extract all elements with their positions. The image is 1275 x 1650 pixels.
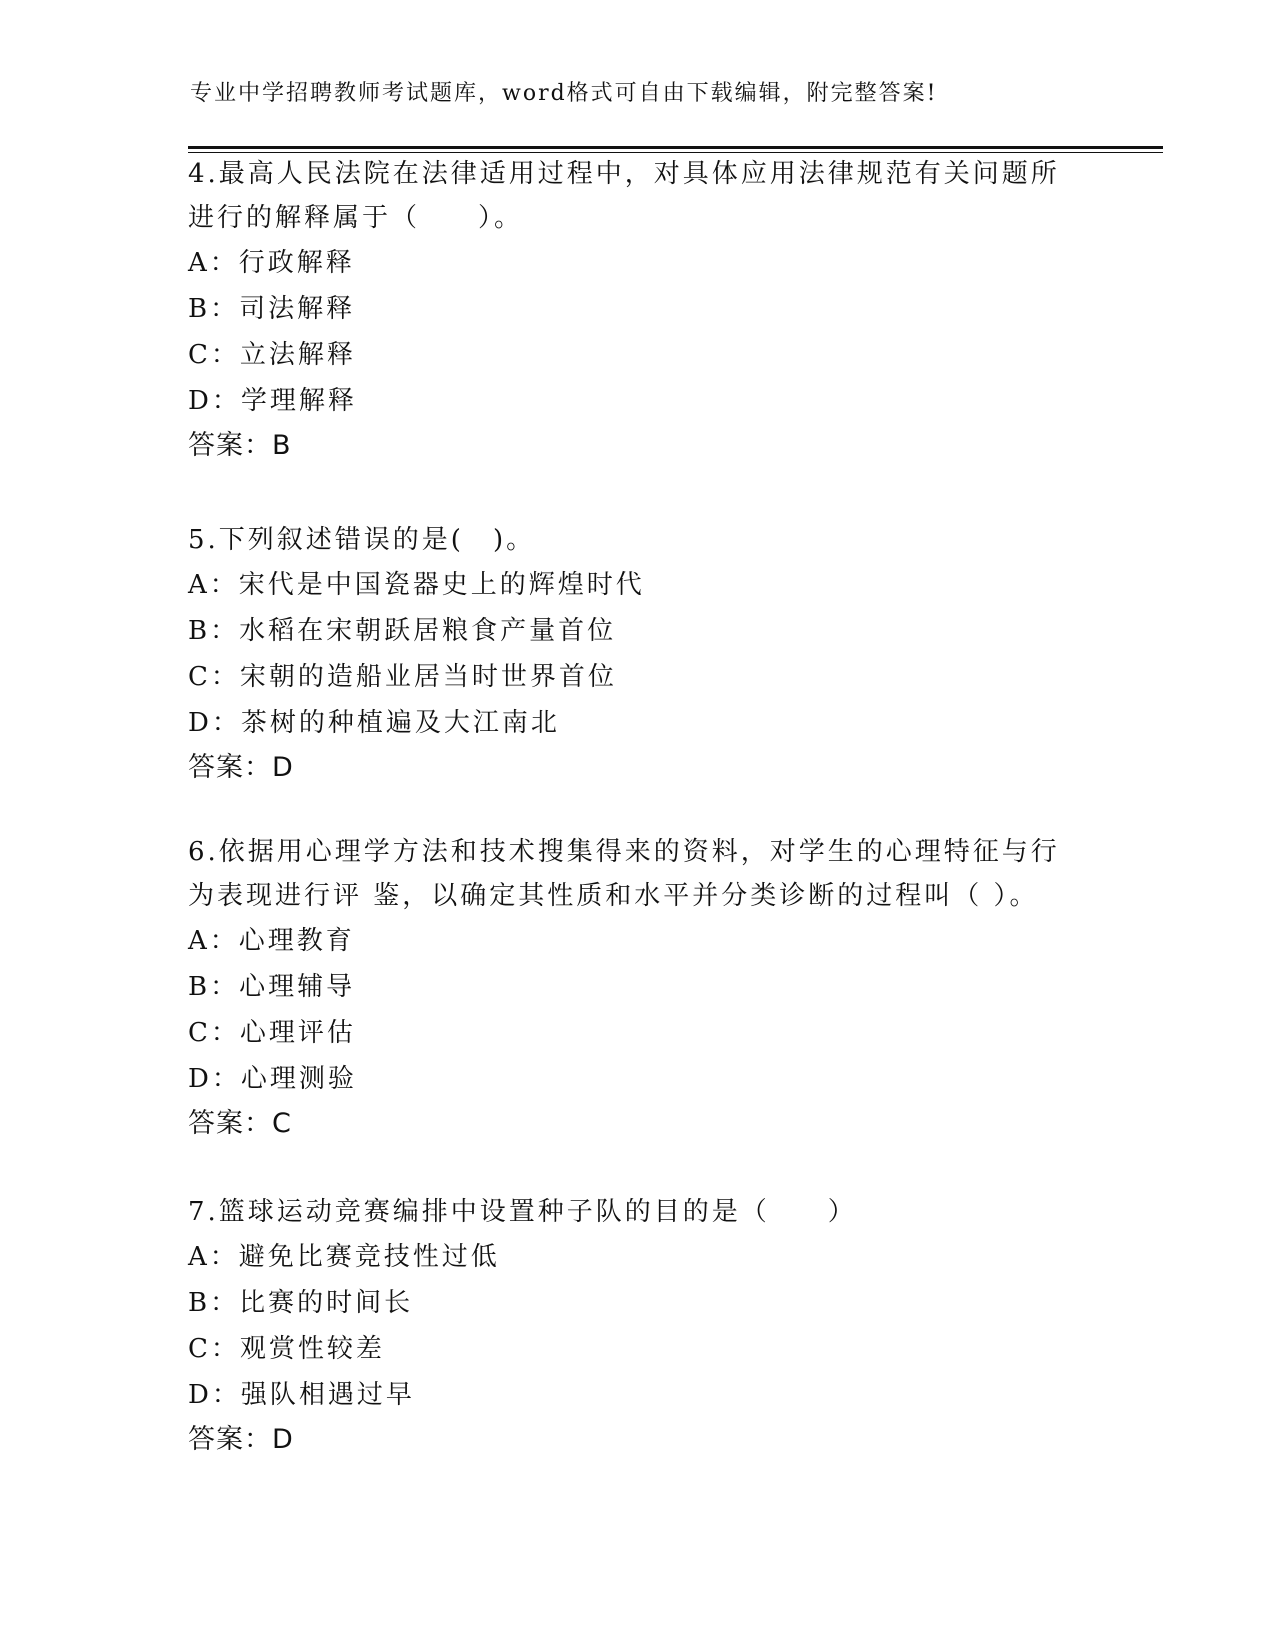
question-4 [188,152,1088,468]
option-d: D：心理测验 [188,1064,357,1094]
option-c: C：观赏性较差 [188,1334,385,1364]
option-a: A：心理教育 [188,926,355,956]
answer: 答案：D [188,752,294,783]
question-stem: 4.最高人民法院在法律适用过程中，对具体应用法律规范有关问题所进行的解释属于（ ）。 [188,159,1060,233]
option-a: A：宋代是中国瓷器史上的辉煌时代 [188,570,645,600]
option-c: C：宋朝的造船业居当时世界首位 [188,662,617,692]
option-b: B：水稻在宋朝跃居粮食产量首位 [188,616,617,646]
answer: 答案：B [188,430,292,461]
question-stem: 5.下列叙述错误的是( )。 [188,525,536,555]
option-d: D：强队相遇过早 [188,1380,415,1410]
option-c: C：立法解释 [188,340,356,370]
option-d: D：茶树的种植遍及大江南北 [188,708,560,738]
question-6 [188,830,1088,1146]
option-b: B：心理辅导 [188,972,356,1002]
question-5 [188,518,1088,790]
answer: 答案：D [188,1424,294,1455]
answer: 答案：C [188,1108,292,1139]
option-b: B：比赛的时间长 [188,1288,414,1318]
question-7 [188,1190,1088,1462]
question-stem: 6.依据用心理学方法和技术搜集得来的资料，对学生的心理特征与行为表现进行评 鉴，以确定其性质和水平并分类诊断的过程叫（ ）。 [188,837,1060,911]
option-a: A：避免比赛竞技性过低 [188,1242,500,1272]
option-a: A：行政解释 [188,248,355,278]
option-b: B：司法解释 [188,294,356,324]
page-header: 专业中学招聘教师考试题库，word格式可自由下载编辑，附完整答案! [190,81,938,106]
option-d: D：学理解释 [188,386,357,416]
option-c: C：心理评估 [188,1018,356,1048]
question-stem: 7.篮球运动竞赛编排中设置种子队的目的是（ ） [188,1197,857,1227]
